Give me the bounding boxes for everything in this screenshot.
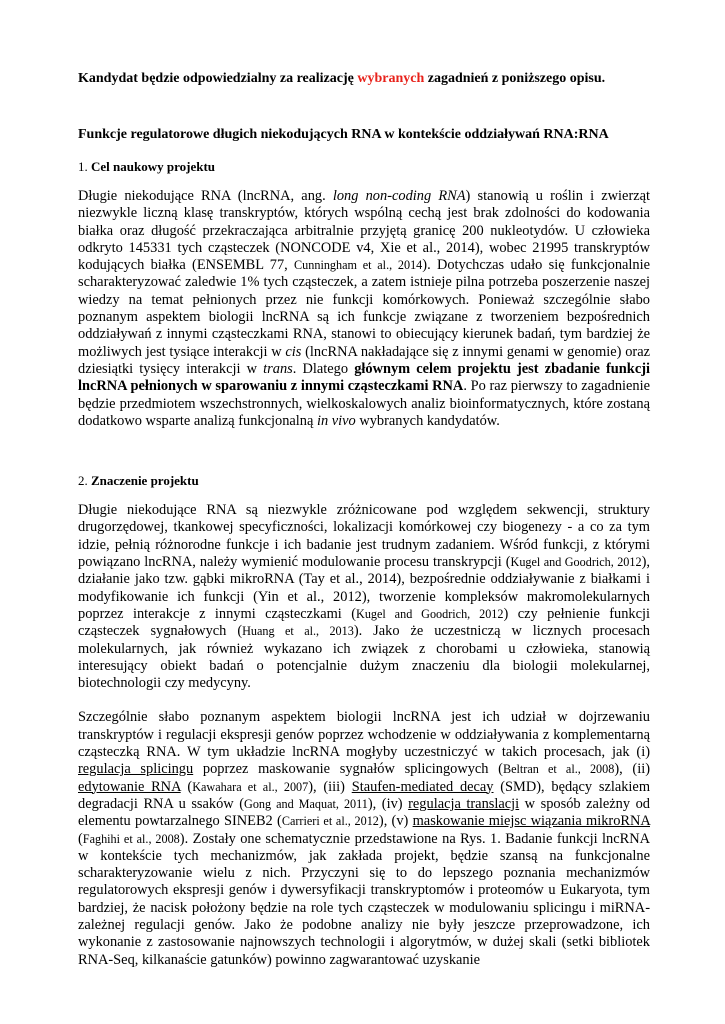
underlined-term: Staufen-mediated decay	[351, 778, 494, 795]
text-run: ), (v)	[378, 813, 413, 830]
citation: Beltran et al., 2008	[502, 762, 615, 777]
text-run: ). Zostały one schematycznie przedstawione na Rys. 1. Badanie funkcji lncRNA w kontekście tych mechanizmów, jak zakłada projekt, będzie szansą na funkcjonalne scharakteryzowanie wielu z nich. Przyczyni się to do lepszego poznania mechanizmów regulatorowych ekspresji genów i dywersyfikacji transkryptomów i proteomów u Eukaryota, tym bardziej, że nacisk położony będzie na role tych cząsteczek w modulowaniu splicingu i miRNA-zależnej regulacji genów. Jako że podobne analizy nie były jeszcze przeprowadzone, ich wykonanie z zastosowanie najnowszych technologii i algorytmów, w dużej skali (setki bibliotek RNA-Seq, kilkanaście gatunków) powinno zagwarantować uzyskanie	[78, 830, 650, 968]
section-2-paragraph-1	[78, 502, 650, 692]
document-page	[78, 70, 650, 969]
underlined-term: regulacja translacji	[408, 795, 520, 812]
intro-text-start: Kandydat będzie odpowiedzialny za realizację	[78, 71, 358, 86]
text-run: (	[180, 778, 193, 795]
text-run: ), (iii)	[308, 778, 352, 795]
project-title: Funkcje regulatorowe długich niekodujących RNA w kontekście oddziaływań RNA:RNA	[78, 127, 609, 142]
text-run: (SMD), będący szlakiem degradacji RNA u ssaków (	[78, 778, 651, 812]
text-run: (	[78, 830, 83, 847]
section-1-title: Cel naukowy projektu	[91, 159, 216, 174]
text-run: (lncRNA nakładające się z innymi genami w genomie) oraz dziesiątki tysięcy interakcji w	[78, 343, 650, 377]
intro-text-end: zagadnień z poniższego opisu.	[424, 71, 606, 86]
underlined-term: regulacja splicingu	[78, 761, 194, 778]
section-1-number: 1.	[78, 159, 91, 174]
citation: Kawahara et al., 2007	[192, 779, 309, 794]
bold-statement: głównym celem projektu jest zbadanie funkcji lncRNA pełnionych w sparowaniu z innymi cząsteczkami RNA	[78, 360, 650, 395]
section-1-heading	[78, 158, 650, 175]
text-run: Szczególnie słabo poznanym aspektem biologii lncRNA jest ich udział w dojrzewaniu transkryptów i regulacji ekspresji genów poprzez wchodzenie w oddziaływania z komplementarną cząsteczką RNA. W tym układzie lncRNA mogłyby uczestniczyć w takich procesach, jak (i)	[78, 709, 650, 761]
text-run: ). Dotychczas udało się funkcjonalnie scharakteryzować zaledwie 1% tych cząsteczek, a zatem istnieje pilna potrzeba poszerzenie naszej wiedzy na temat pełnionych przez nie funkcji komórkowych. Ponieważ szczególnie słabo poznanym aspektem biologii lncRNA są ich funkcje związane z tworzeniem bezpośrednich oddziaływań z innymi cząsteczkami RNA, stanowi to obiecujący kierunek badań, tym bardziej że możliwych jest tysiące interakcji w	[78, 257, 651, 360]
text-run: poprzez maskowanie sygnałów splicingowych (	[193, 761, 503, 778]
citation: Huang et al., 2013	[242, 624, 354, 639]
intro-highlight: wybranych	[357, 71, 425, 86]
text-run: ), działanie jako tzw. gąbki mikroRNA (Tay et al., 2014), bezpośrednie oddziaływanie z białkami i modyfikowanie ich funkcji (Yin et al., 2012), tworzenie kompleksów makromolekularnych poprzez interakcje z innymi cząsteczkami (	[78, 554, 650, 622]
section-2-title: Znaczenie projektu	[91, 473, 199, 489]
section-1-paragraph	[78, 188, 650, 430]
intro-note	[78, 70, 650, 88]
italic-term: in vivo	[316, 412, 356, 429]
underlined-term: maskowanie miejsc wiązania mikroRNA	[412, 813, 650, 830]
citation: Kugel and Goodrich, 2012	[510, 555, 642, 570]
underlined-term: edytowanie RNA	[78, 778, 181, 795]
text-run: ) czy pełnienie funkcji cząsteczek sygnałowych (	[78, 605, 651, 640]
text-run: w sposób zależny od elementu powtarzalnego SINEB2 (	[78, 795, 650, 830]
section-2-number: 2.	[78, 473, 91, 489]
text-run: ), (ii)	[614, 761, 650, 778]
text-run: wybranych kandydatów.	[355, 412, 500, 429]
citation: Cunningham et al., 2014	[294, 258, 423, 273]
text-run: . Po raz pierwszy to zagadnienie będzie przedmiotem wszechstronnych, wielkoskalowych analiz bioinformatycznych, które zostaną dodatkowo wsparte analizą funkcjonalną	[78, 378, 650, 429]
section-2-heading	[78, 472, 650, 489]
text-run: Długie niekodujące RNA są niezwykle zróżnicowane pod względem sekwencji, struktury drugorzędowej, tkankowej specyficzności, lokalizacji komórkowej czy biogenezy - a co za tym idzie, pełnią różnorodne funkcje i ich badanie jest trudnym zadaniem. Wśród funkcji, z którymi powiązano lncRNA, należy wymienić modulowanie procesu transkrypcji (	[78, 502, 650, 571]
text-run: ), (iv)	[367, 795, 409, 812]
citation: Kugel and Goodrich, 2012	[356, 606, 504, 621]
italic-term: trans	[263, 360, 293, 377]
text-run: . Dlatego	[292, 360, 355, 377]
citation: Gong and Maquat, 2011	[244, 796, 368, 811]
text-run: ). Jako że uczestniczą w licznych procesach molekularnych, jak również wykazano ich związek z chorobami u człowieka, stanowią interesujący obiekt badań o potencjalnie dużym znaczeniu dla biologii molekularnej, biotechnologii czy medycyny.	[78, 623, 650, 692]
italic-term: long non-coding RNA	[332, 188, 466, 204]
citation: Faghihi et al., 2008	[82, 831, 180, 846]
text-run: ) stanowią u roślin i zwierząt niezwykle liczną klasę transkryptów, których wspólną cechą jest brak zdolności do kodowania białka oraz długość przekraczająca arbitralnie przyjętą granicę 200 nukleotydów. U człowieka odkryto 145331 tych cząsteczek (NONCODE v4, Xie et al., 2014), wobec 21995 transkryptów kodujących białka (ENSEMBL 77,	[78, 188, 651, 274]
italic-term: cis	[285, 343, 302, 360]
text-run: Długie niekodujące RNA (lncRNA, ang.	[78, 188, 333, 204]
citation: Carrieri et al., 2012	[281, 814, 379, 829]
section-2-paragraph-2	[78, 709, 650, 968]
